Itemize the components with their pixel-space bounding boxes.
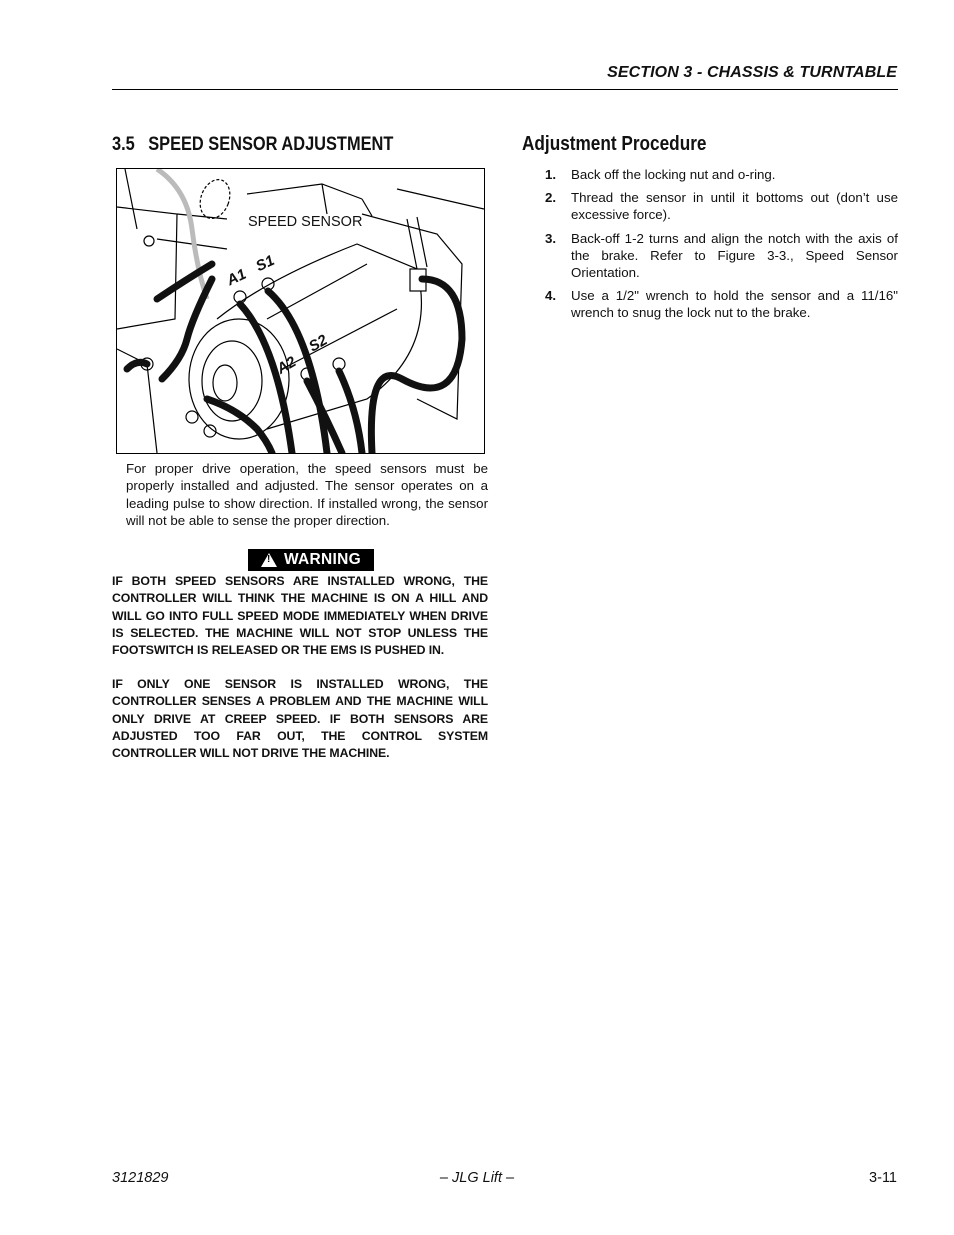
step-number: 2. [545,190,557,206]
footer-page-number: 3-11 [869,1170,897,1186]
step-number: 3. [545,230,557,246]
section-header: SECTION 3 - CHASSIS & TURNTABLE [607,64,897,81]
step-text: Back-off 1-2 turns and align the notch with the axis of the brake. Refer to Figure 3-3., Speed Sensor Orientation. [571,230,898,281]
warning-badge [248,549,374,571]
section-title-text: SPEED SENSOR ADJUSTMENT [148,133,394,155]
section-title [112,133,393,156]
procedure-step [522,166,898,183]
terminal-s1-label: S1 [253,251,278,276]
footer-center: – JLG Lift – [439,1170,515,1186]
warning-paragraph: IF BOTH SPEED SENSORS ARE INSTALLED WRONG, THE CONTROLLER WILL THINK THE MACHINE IS ON A HILL AND WILL GO INTO FULL SPEED MODE IMMEDIATELY WHEN DRIVE IS SELECTED. THE MACHINE WILL NOT STOP UNLESS THE FOOTSWITCH IS RELEASED OR THE EMS IS PUSHED IN. [112,574,488,658]
warning-label: WARNING [283,551,361,568]
speed-sensor-figure [116,168,485,454]
warning-icon [261,553,277,567]
warning-paragraph: IF ONLY ONE SENSOR IS INSTALLED WRONG, THE CONTROLLER SENSES A PROBLEM AND THE MACHINE WILL ONLY DRIVE AT CREEP SPEED. IF BOTH SENSORS ARE ADJUSTED TOO FAR OUT, THE CONTROL SYSTEM CONTROLLER WILL NOT DRIVE THE MACHINE. [112,677,488,761]
step-text: Thread the sensor in until it bottoms out (don’t use excessive force). [571,190,898,223]
speed-sensor-callout: SPEED SENSOR [248,214,363,230]
procedure-step [522,189,898,223]
procedure-title: Adjustment Procedure [522,133,707,155]
header-rule [112,89,898,90]
terminal-a1-label: A1 [224,265,249,290]
motor-illustration [117,169,484,453]
terminal-s2-label: S2 [305,331,331,356]
intro-paragraph: For proper drive operation, the speed sensors must be properly installed and adjusted. The sensor operates on a leading pulse to show direction. If installed wrong, the sensor will not be able to sense the proper direction. [126,461,488,528]
step-number: 4. [545,288,557,304]
step-text: Back off the locking nut and o-ring. [571,167,776,182]
step-text: Use a 1/2" wrench to hold the sensor and a 11/16" wrench to snug the lock nut to the brake. [571,288,898,321]
procedure-step [522,287,898,321]
procedure-step [522,230,898,282]
procedure-steps [522,166,898,328]
section-number: 3.5 [112,133,135,155]
footer-doc-number: 3121829 [112,1170,169,1186]
step-number: 1. [545,167,557,182]
terminal-a2-label: A2 [274,353,300,378]
